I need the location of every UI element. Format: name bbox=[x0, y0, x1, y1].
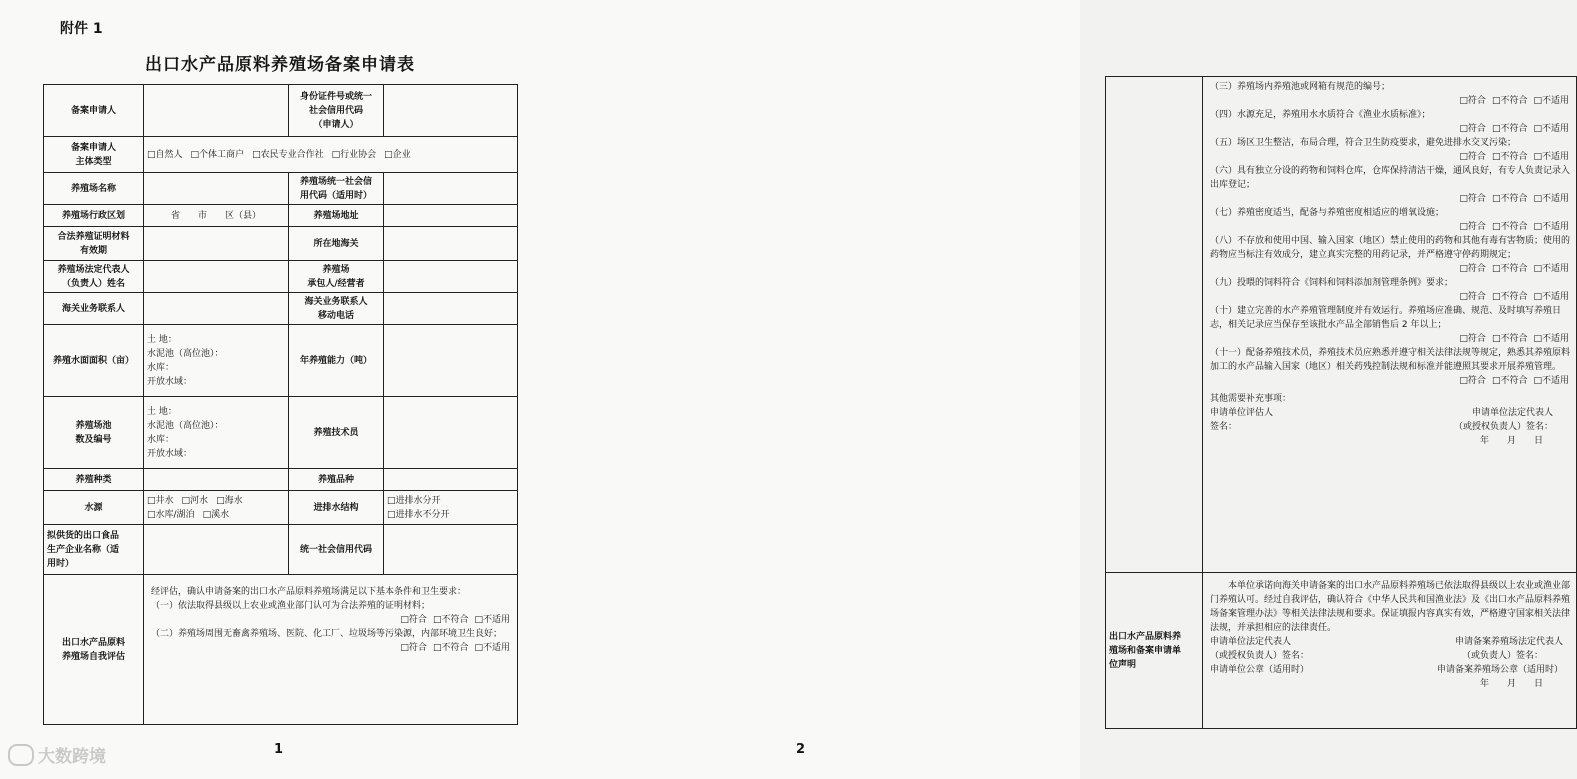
customs-field[interactable] bbox=[384, 227, 518, 261]
inout-structure-label: 进排水结构 bbox=[289, 491, 384, 525]
subject-type-label: 备案申请人 主体类型 bbox=[44, 137, 144, 173]
eval-item: （七）养殖密度适当，配备与养殖密度相适应的增氧设施； bbox=[1210, 208, 1445, 218]
subject-type-options bbox=[144, 137, 518, 173]
declaration-date[interactable]: 年 月 日 bbox=[1479, 679, 1543, 689]
option-na[interactable]: □ 不适用 bbox=[1533, 264, 1569, 274]
decl-left-rep: 申请单位法定代表人 bbox=[1210, 637, 1292, 647]
option-row bbox=[147, 641, 514, 655]
farm-address-label: 养殖场地址 bbox=[289, 205, 384, 227]
option-row bbox=[1206, 262, 1573, 276]
unified-code-field[interactable] bbox=[384, 525, 518, 575]
annex-label: 附件 1 bbox=[60, 21, 103, 37]
option-conform[interactable]: □ 符合 bbox=[1459, 334, 1486, 344]
option-conform[interactable]: □ 符合 bbox=[400, 643, 427, 653]
eval-item: （二）养殖场周围无畜禽养殖场、医院、化工厂、垃圾场等污染源，内部环境卫生良好； bbox=[151, 629, 503, 639]
self-eval-content bbox=[144, 575, 518, 725]
farm-credit-code-label: 养殖场统一社会信 用代码（适用时） bbox=[289, 173, 384, 205]
legal-rep-label: 养殖场法定代表人 （负责人）姓名 bbox=[44, 261, 144, 293]
mobile-field[interactable] bbox=[384, 293, 518, 325]
option-na[interactable]: □ 不适用 bbox=[1533, 292, 1569, 302]
option-na[interactable]: □ 不适用 bbox=[1533, 194, 1569, 204]
species-label: 养殖种类 bbox=[44, 469, 144, 491]
declaration-text: 本单位承诺向海关申请备案的出口水产品原料养殖场已依法取得县级以上农业或渔业部门养殖认可。经过自我评估，确认符合《中华人民共和国渔业法》及《出口水产品原料养殖场备案管理办法》等相关法律法规和要求。保证填报内容真实有效，严格遵守国家相关法律法规，并承担相应的法律责任。 bbox=[1210, 581, 1571, 633]
variety-field[interactable] bbox=[384, 469, 518, 491]
eval-item: （八）不存放和使用中国、输入国家（地区）禁止使用的药物和其他有毒有害物质；使用的药物应当标注有效成分，建立真实完整的用药记录，并严格遵守停药期规定； bbox=[1210, 236, 1571, 260]
customs-contact-label: 海关业务联系人 bbox=[44, 293, 144, 325]
option-nonconform[interactable]: □ 不符合 bbox=[433, 615, 469, 625]
contractor-label: 养殖场 承包人/经营者 bbox=[289, 261, 384, 293]
mobile-label: 海关业务联系人 移动电话 bbox=[289, 293, 384, 325]
page-number: 1 bbox=[274, 742, 284, 757]
option-conform[interactable]: □ 符合 bbox=[1459, 264, 1486, 274]
declaration-row bbox=[1206, 635, 1573, 649]
option-row bbox=[1206, 220, 1573, 234]
subject-type-option[interactable]: □ 个体工商户 bbox=[191, 148, 245, 162]
inout-option[interactable]: □ 进排水不分开 bbox=[387, 508, 514, 522]
eval-item: （十一）配备养殖技术员，养殖技术员应熟悉并遵守相关法律法规等规定，熟悉其养殖原料加工的水产品输入国家（地区）相关药残控制法规和标准并能遵照其要求开展养殖管理。 bbox=[1210, 348, 1571, 372]
option-nonconform[interactable]: □ 不符合 bbox=[1492, 334, 1528, 344]
applicant-field[interactable] bbox=[144, 85, 289, 137]
farm-name-field[interactable] bbox=[144, 173, 289, 205]
option-conform[interactable]: □ 符合 bbox=[1459, 292, 1486, 302]
inout-options bbox=[384, 491, 518, 525]
signature-row bbox=[1206, 406, 1573, 420]
applicant-label: 备案申请人 bbox=[44, 85, 144, 137]
water-source-option[interactable]: □ 井水 bbox=[147, 494, 174, 508]
option-na[interactable]: □ 不适用 bbox=[474, 615, 510, 625]
watermark-logo-icon bbox=[8, 744, 34, 766]
region-units[interactable]: 省 市 区（县） bbox=[144, 205, 289, 227]
customs-label: 所在地海关 bbox=[289, 227, 384, 261]
water-source-option[interactable]: □ 溪水 bbox=[203, 508, 230, 522]
application-table-page2 bbox=[1105, 76, 1577, 729]
technician-field[interactable] bbox=[384, 397, 518, 469]
eval-intro: 经评估，确认申请备案的出口水产品原料养殖场满足以下基本条件和卫生要求： bbox=[151, 587, 467, 597]
option-nonconform[interactable]: □ 不符合 bbox=[1492, 124, 1528, 134]
declaration-row bbox=[1206, 649, 1573, 663]
declaration-row bbox=[1206, 663, 1573, 677]
supply-company-label: 拟供货的出口食品 生产企业名称（适 用时） bbox=[44, 525, 144, 575]
eval-item: （三）养殖场内养殖池或网箱有规范的编号； bbox=[1210, 82, 1391, 92]
subject-type-option[interactable]: □ 行业协会 bbox=[332, 148, 377, 162]
option-nonconform[interactable]: □ 不符合 bbox=[433, 643, 469, 653]
page-1 bbox=[0, 0, 540, 779]
option-na[interactable]: □ 不适用 bbox=[1533, 152, 1569, 162]
form-title: 出口水产品原料养殖场备案申请表 bbox=[145, 55, 415, 75]
option-row bbox=[147, 613, 514, 627]
application-table-page1 bbox=[43, 84, 518, 725]
customs-contact-field[interactable] bbox=[144, 293, 289, 325]
decl-left-auth[interactable]: （或授权负责人）签名： bbox=[1210, 651, 1310, 661]
unified-code-label: 统一社会信用代码 bbox=[289, 525, 384, 575]
decl-right-rep: 申请备案养殖场法定代表人 bbox=[1454, 637, 1563, 647]
water-area-types[interactable]: 土 地： 水泥池（高位池）： 水库： 开放水域： bbox=[144, 325, 289, 397]
subject-type-option[interactable]: □ 企业 bbox=[384, 148, 411, 162]
farm-address-field[interactable] bbox=[384, 205, 518, 227]
supply-company-field[interactable] bbox=[144, 525, 289, 575]
option-nonconform[interactable]: □ 不符合 bbox=[1492, 222, 1528, 232]
decl-right-seal[interactable]: 申请备案养殖场公章（适用时） bbox=[1436, 665, 1563, 675]
contractor-field[interactable] bbox=[384, 261, 518, 293]
option-row bbox=[1206, 332, 1573, 346]
decl-right-auth[interactable]: （或负责人）签名： bbox=[1461, 651, 1543, 661]
option-na[interactable]: □ 不适用 bbox=[1533, 124, 1569, 134]
option-na[interactable]: □ 不适用 bbox=[1533, 222, 1569, 232]
eval-continued-label bbox=[1106, 77, 1203, 573]
option-row bbox=[1206, 192, 1573, 206]
pond-types[interactable]: 土 地： 水泥池（高位池）： 水库： 开放水域： bbox=[144, 397, 289, 469]
authorized-sign-label[interactable]: （或授权负责人）签名： bbox=[1453, 422, 1553, 432]
declaration-label: 出口水产品原料养 殖场和备案申请单 位声明 bbox=[1106, 573, 1203, 729]
date-label[interactable]: 年 月 日 bbox=[1479, 436, 1543, 446]
water-source-option[interactable]: □ 海水 bbox=[216, 494, 243, 508]
self-eval-label: 出口水产品原料 养殖场自我评估 bbox=[44, 575, 144, 725]
option-conform[interactable]: □ 符合 bbox=[1459, 194, 1486, 204]
option-row bbox=[1206, 122, 1573, 136]
eval-continued-content bbox=[1203, 77, 1577, 573]
subject-type-option[interactable]: □ 农民专业合作社 bbox=[252, 148, 324, 162]
eval-item: （十）建立完善的水产养殖管理制度并有效运行。养殖场应准确、规范、及时填写养殖日志，相关记录应当保存至该批水产品全部销售后 2 年以上； bbox=[1210, 306, 1562, 330]
other-items-label: 其他需要补充事项： bbox=[1210, 394, 1292, 404]
species-field[interactable] bbox=[144, 469, 289, 491]
variety-label: 养殖品种 bbox=[289, 469, 384, 491]
capacity-label: 年养殖能力（吨） bbox=[289, 325, 384, 397]
option-nonconform[interactable]: □ 不符合 bbox=[1492, 376, 1528, 386]
option-conform[interactable]: □ 符合 bbox=[400, 615, 427, 625]
option-na[interactable]: □ 不适用 bbox=[474, 643, 510, 653]
page-2 bbox=[540, 0, 1571, 779]
admin-region-label: 养殖场行政区划 bbox=[44, 205, 144, 227]
water-source-options bbox=[144, 491, 289, 525]
option-row bbox=[1206, 94, 1573, 108]
eval-item: （六）具有独立分设的药物和饲料仓库，仓库保持清洁干燥，通风良好，有专人负责记录入出库登记； bbox=[1210, 166, 1571, 190]
option-row bbox=[1206, 290, 1573, 304]
option-row bbox=[1206, 374, 1573, 388]
cert-validity-field[interactable] bbox=[144, 227, 289, 261]
water-source-option[interactable]: □ 河水 bbox=[182, 494, 209, 508]
technician-label: 养殖技术员 bbox=[289, 397, 384, 469]
option-conform[interactable]: □ 符合 bbox=[1459, 376, 1486, 386]
signature-row bbox=[1206, 420, 1573, 434]
eval-item: （五）场区卫生整洁，布局合理，符合卫生防疫要求，避免进排水交叉污染； bbox=[1210, 138, 1517, 148]
farm-credit-code-field[interactable] bbox=[384, 173, 518, 205]
subject-type-option[interactable]: □ 自然人 bbox=[147, 148, 183, 162]
decl-left-seal[interactable]: 申请单位公章（适用时） bbox=[1210, 665, 1310, 675]
id-label: 身份证件号或统一 社会信用代码 （申请人） bbox=[289, 85, 384, 137]
assessor-label: 申请单位评估人 bbox=[1210, 408, 1274, 418]
page-number: 2 bbox=[796, 742, 806, 757]
eval-item: （一）依法取得县级以上农业或渔业部门认可为合法养殖的证明材料； bbox=[151, 601, 431, 611]
water-area-label: 养殖水面面积（亩） bbox=[44, 325, 144, 397]
eval-item: （九）投喂的饲料符合《饲料和饲料添加剂管理条例》要求； bbox=[1210, 278, 1454, 288]
option-nonconform[interactable]: □ 不符合 bbox=[1492, 96, 1528, 106]
option-na[interactable]: □ 不适用 bbox=[1533, 334, 1569, 344]
option-conform[interactable]: □ 符合 bbox=[1459, 222, 1486, 232]
option-na[interactable]: □ 不适用 bbox=[1533, 96, 1569, 106]
declaration-content bbox=[1203, 573, 1577, 729]
option-conform[interactable]: □ 符合 bbox=[1459, 96, 1486, 106]
option-nonconform[interactable]: □ 不符合 bbox=[1492, 152, 1528, 162]
option-nonconform[interactable]: □ 不符合 bbox=[1492, 264, 1528, 274]
farm-name-label: 养殖场名称 bbox=[44, 173, 144, 205]
option-na[interactable]: □ 不适用 bbox=[1533, 376, 1569, 386]
eval-item: （四）水源充足，养殖用水水质符合《渔业水质标准》； bbox=[1210, 110, 1431, 120]
option-nonconform[interactable]: □ 不符合 bbox=[1492, 292, 1528, 302]
capacity-field[interactable] bbox=[384, 325, 518, 397]
watermark: 大数跨境 bbox=[8, 742, 106, 767]
cert-validity-label: 合法养殖证明材料 有效期 bbox=[44, 227, 144, 261]
option-nonconform[interactable]: □ 不符合 bbox=[1492, 194, 1528, 204]
option-conform[interactable]: □ 符合 bbox=[1459, 124, 1486, 134]
option-row bbox=[1206, 150, 1573, 164]
legal-rep-short-label: 申请单位法定代表人 bbox=[1471, 408, 1553, 418]
water-source-label: 水源 bbox=[44, 491, 144, 525]
pond-count-label: 养殖场池 数及编号 bbox=[44, 397, 144, 469]
inout-option[interactable]: □ 进排水分开 bbox=[387, 494, 514, 508]
id-field[interactable] bbox=[384, 85, 518, 137]
legal-rep-field[interactable] bbox=[144, 261, 289, 293]
sign-label[interactable]: 签名： bbox=[1210, 422, 1238, 432]
water-source-option[interactable]: □ 水库/湖泊 bbox=[147, 508, 195, 522]
option-conform[interactable]: □ 符合 bbox=[1459, 152, 1486, 162]
